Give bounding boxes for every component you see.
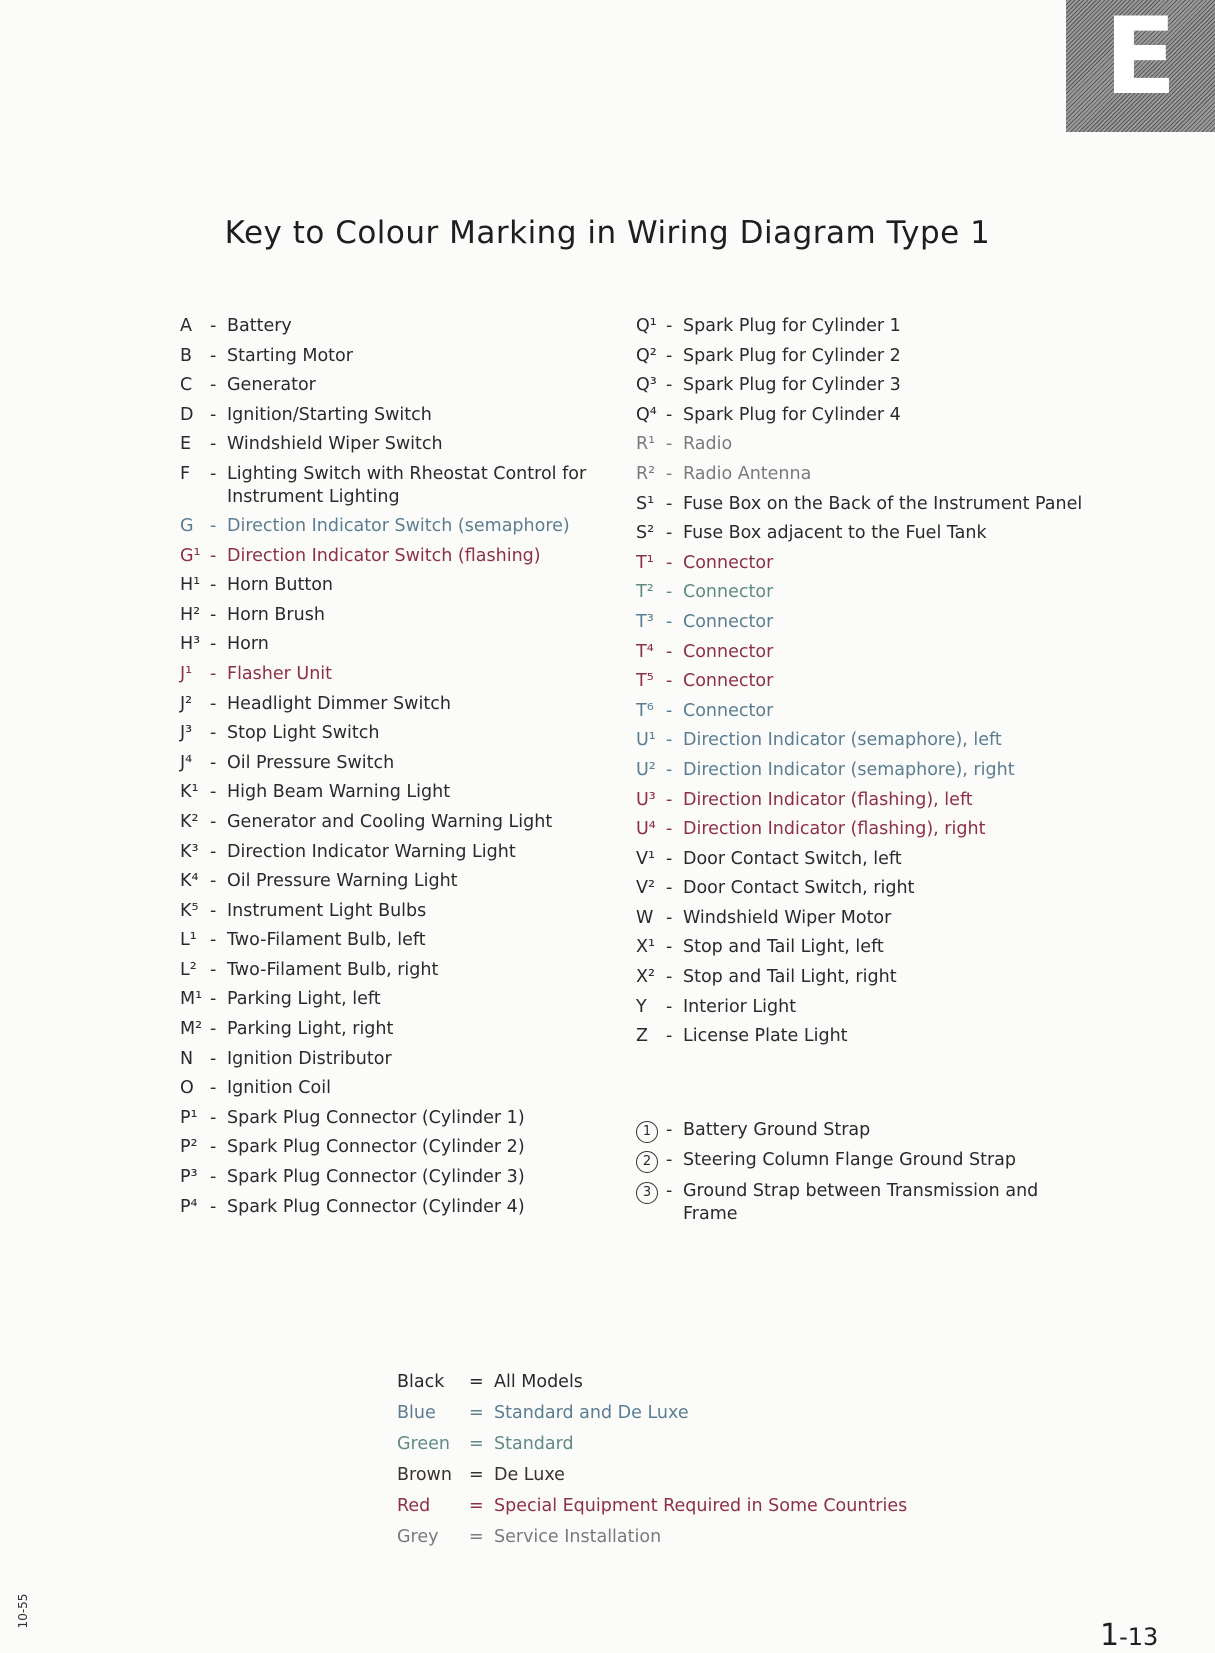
item-dash: -: [666, 819, 673, 840]
page-title: Key to Colour Marking in Wiring Diagram Type 1: [224, 215, 991, 251]
legend-item: [180, 959, 620, 982]
legend-item: [636, 611, 1086, 634]
colour-name: Blue: [397, 1402, 436, 1423]
colour-name: Grey: [397, 1526, 439, 1547]
item-code: A: [180, 316, 192, 336]
item-code: V¹: [636, 848, 655, 869]
legend-item: [636, 374, 1086, 397]
item-code: T⁵: [636, 671, 654, 692]
legend-item: [636, 1119, 1086, 1143]
equals-sign: =: [469, 1402, 484, 1423]
item-dash: -: [666, 878, 673, 899]
legend-item: [180, 1077, 620, 1100]
item-dash: -: [666, 345, 673, 366]
item-dash: -: [210, 841, 217, 862]
item-description: Two-Filament Bulb, left: [227, 930, 426, 951]
item-dash: -: [210, 604, 217, 625]
legend-item: [180, 693, 620, 716]
equals-sign: =: [469, 1433, 484, 1454]
item-dash: -: [666, 434, 673, 455]
item-dash: -: [210, 463, 217, 484]
item-description: Windshield Wiper Motor: [683, 907, 892, 928]
item-code: T²: [636, 582, 654, 603]
item-code: X²: [636, 967, 656, 988]
item-code: H³: [180, 634, 201, 655]
item-code: [636, 1180, 666, 1204]
item-code: X¹: [636, 937, 656, 958]
colour-legend: [397, 1366, 907, 1552]
item-dash: -: [210, 375, 217, 396]
legend-item: [636, 522, 1086, 545]
item-dash: -: [666, 463, 673, 484]
item-description: Spark Plug Connector (Cylinder 3): [227, 1167, 525, 1188]
item-description: Direction Indicator (flashing), left: [683, 789, 973, 810]
equals-sign: =: [469, 1371, 484, 1392]
legend-item: [636, 789, 1086, 812]
circled-number-icon: 2: [636, 1151, 658, 1173]
legend-item: [180, 752, 620, 775]
item-code: B: [180, 345, 193, 366]
colour-name: Green: [397, 1433, 450, 1454]
legend-row: [397, 1397, 907, 1428]
item-description: Stop Light Switch: [227, 723, 380, 744]
item-code: P³: [180, 1167, 198, 1188]
item-dash: -: [666, 848, 673, 869]
item-dash: -: [210, 404, 217, 425]
equals-sign: =: [469, 1464, 484, 1485]
item-description: Horn: [227, 634, 269, 655]
item-code: S¹: [636, 493, 655, 514]
item-code: D: [180, 404, 194, 425]
item-dash: -: [210, 1078, 217, 1099]
item-dash: -: [210, 989, 217, 1010]
item-dash: -: [210, 1048, 217, 1069]
item-description: Connector: [683, 552, 774, 573]
item-code: [636, 1119, 666, 1143]
legend-item: [180, 315, 620, 338]
item-code: T⁶: [636, 700, 654, 721]
item-code: [636, 1149, 666, 1173]
item-dash: -: [666, 523, 673, 544]
item-description: Connector: [683, 671, 774, 692]
page-number: [1100, 1618, 1158, 1653]
item-code: J⁴: [180, 752, 193, 773]
item-description: Stop and Tail Light, right: [683, 967, 897, 988]
legend-row: [397, 1490, 907, 1521]
legend-item: [636, 1149, 1086, 1173]
legend-item: [636, 729, 1086, 752]
item-dash: -: [666, 375, 673, 396]
item-description: Battery: [227, 316, 292, 336]
item-code: O: [180, 1078, 194, 1099]
item-dash: -: [210, 1107, 217, 1128]
item-description: Direction Indicator Warning Light: [227, 841, 516, 862]
item-dash: -: [210, 930, 217, 951]
item-description: Connector: [683, 611, 774, 632]
colour-meaning: Standard and De Luxe: [494, 1402, 689, 1423]
item-dash: -: [210, 871, 217, 892]
legend-item: [180, 841, 620, 864]
legend-item: [636, 996, 1086, 1019]
item-code: K³: [180, 841, 199, 862]
item-description: Oil Pressure Warning Light: [227, 871, 458, 892]
legend-item: [180, 515, 620, 538]
item-code: P¹: [180, 1107, 198, 1128]
legend-item: [636, 345, 1086, 368]
item-description: Spark Plug Connector (Cylinder 1): [227, 1107, 525, 1128]
item-description: Interior Light: [683, 996, 797, 1017]
legend-item: [180, 781, 620, 804]
item-description: Oil Pressure Switch: [227, 752, 395, 773]
legend-item: [636, 877, 1086, 900]
item-dash: -: [210, 959, 217, 980]
legend-item: [636, 759, 1086, 782]
item-dash: -: [666, 552, 673, 573]
item-description: Direction Indicator Switch (semaphore): [227, 515, 570, 536]
item-description: Ignition/Starting Switch: [227, 404, 432, 425]
item-dash: -: [210, 1167, 217, 1188]
item-description: Spark Plug for Cylinder 3: [683, 375, 901, 396]
legend-item: [180, 1107, 620, 1130]
item-description: Generator: [227, 375, 316, 396]
item-description: Parking Light, left: [227, 989, 381, 1010]
item-code: K⁵: [180, 900, 199, 921]
legend-item: [180, 1136, 620, 1159]
item-description: Battery Ground Strap: [683, 1119, 871, 1140]
item-code: R²: [636, 463, 656, 484]
page-subnumber: -13: [1119, 1623, 1159, 1651]
item-code: V²: [636, 878, 655, 899]
item-description: Fuse Box adjacent to the Fuel Tank: [683, 523, 987, 544]
item-code: W: [636, 907, 654, 928]
item-dash: -: [666, 789, 673, 810]
item-code: G: [180, 515, 194, 536]
legend-item: [180, 870, 620, 893]
item-dash: -: [666, 316, 673, 336]
item-description: Radio Antenna: [683, 463, 812, 484]
item-code: M²: [180, 1019, 203, 1040]
legend-item: [180, 900, 620, 923]
item-dash: -: [210, 1196, 217, 1217]
item-code: E: [180, 434, 192, 455]
item-dash: -: [666, 1150, 673, 1171]
item-description: Connector: [683, 700, 774, 721]
legend-item: [636, 936, 1086, 959]
item-description: Direction Indicator (semaphore), right: [683, 759, 1015, 780]
legend-item: [180, 663, 620, 686]
item-description: Radio: [683, 434, 733, 455]
item-code: H²: [180, 604, 201, 625]
item-dash: -: [210, 515, 217, 536]
item-code: G¹: [180, 545, 201, 566]
item-code: U⁴: [636, 819, 656, 840]
legend-item: [636, 1180, 1086, 1226]
legend-item: [180, 374, 620, 397]
item-dash: -: [666, 611, 673, 632]
item-description: Spark Plug for Cylinder 4: [683, 404, 901, 425]
legend-item: [636, 433, 1086, 456]
legend-row: [397, 1521, 907, 1552]
item-dash: -: [210, 434, 217, 455]
legend-item: [636, 966, 1086, 989]
item-code: K²: [180, 811, 199, 832]
item-description: License Plate Light: [683, 1026, 848, 1047]
colour-name: Red: [397, 1495, 431, 1516]
legend-item: [636, 907, 1086, 930]
item-dash: -: [666, 759, 673, 780]
item-code: U²: [636, 759, 656, 780]
item-code: F: [180, 463, 191, 484]
colour-meaning: All Models: [494, 1371, 583, 1392]
section-letter: E: [1104, 0, 1177, 118]
legend-item: [180, 1018, 620, 1041]
item-dash: -: [666, 404, 673, 425]
legend-item: [636, 552, 1086, 575]
item-code: J¹: [180, 663, 193, 684]
item-code: Q²: [636, 345, 657, 366]
legend-item: [180, 988, 620, 1011]
legend-item: [636, 700, 1086, 723]
item-description: High Beam Warning Light: [227, 782, 451, 803]
item-dash: -: [210, 1137, 217, 1158]
item-dash: -: [666, 671, 673, 692]
item-code: T³: [636, 611, 654, 632]
item-description: Connector: [683, 641, 774, 662]
legend-item: [636, 315, 1086, 338]
item-dash: -: [666, 1119, 673, 1140]
colour-name: Black: [397, 1371, 445, 1392]
item-dash: -: [210, 545, 217, 566]
item-code: U³: [636, 789, 656, 810]
legend-item: [180, 1048, 620, 1071]
item-description: Instrument Light Bulbs: [227, 900, 427, 921]
item-description: Connector: [683, 582, 774, 603]
legend-item: [180, 929, 620, 952]
item-code: Q⁴: [636, 404, 657, 425]
legend-item: [636, 463, 1086, 486]
legend-row: [397, 1366, 907, 1397]
legend-row: [397, 1459, 907, 1490]
item-description: Direction Indicator (semaphore), left: [683, 730, 1002, 751]
legend-item: [180, 811, 620, 834]
legend-item: [180, 463, 620, 509]
legend-item: [636, 581, 1086, 604]
item-code: J³: [180, 723, 193, 744]
item-description: Horn Button: [227, 575, 334, 596]
legend-item: [180, 574, 620, 597]
item-dash: -: [666, 967, 673, 988]
item-dash: -: [666, 641, 673, 662]
item-description: Spark Plug Connector (Cylinder 2): [227, 1137, 525, 1158]
legend-item: [180, 633, 620, 656]
item-code: Q³: [636, 375, 657, 396]
legend-item: [636, 848, 1086, 871]
item-description: Ground Strap between Transmission and Frame: [683, 1181, 1039, 1225]
item-code: P²: [180, 1137, 198, 1158]
item-code: C: [180, 375, 193, 396]
item-description: Generator and Cooling Warning Light: [227, 811, 553, 832]
legend-row: [397, 1428, 907, 1459]
item-description: Starting Motor: [227, 345, 353, 366]
item-description: Direction Indicator (flashing), right: [683, 819, 986, 840]
item-code: T⁴: [636, 641, 654, 662]
circled-number-icon: 3: [636, 1182, 658, 1204]
item-description: Headlight Dimmer Switch: [227, 693, 451, 714]
legend-item: [180, 545, 620, 568]
item-code: Z: [636, 1026, 648, 1047]
legend-item: [180, 1166, 620, 1189]
legend-item: [180, 433, 620, 456]
item-description: Steering Column Flange Ground Strap: [683, 1150, 1017, 1171]
date-code: 10-55: [16, 1593, 30, 1629]
item-code: J²: [180, 693, 193, 714]
item-code: K¹: [180, 782, 199, 803]
colour-meaning: Standard: [494, 1433, 574, 1454]
item-dash: -: [666, 996, 673, 1017]
item-description: Door Contact Switch, right: [683, 878, 915, 899]
item-description: Horn Brush: [227, 604, 325, 625]
item-code: S²: [636, 523, 655, 544]
item-code: U¹: [636, 730, 656, 751]
item-code: Y: [636, 996, 647, 1017]
item-dash: -: [666, 907, 673, 928]
item-code: R¹: [636, 434, 656, 455]
item-dash: -: [210, 634, 217, 655]
item-dash: -: [210, 693, 217, 714]
equals-sign: =: [469, 1495, 484, 1516]
item-dash: -: [666, 700, 673, 721]
item-description: Two-Filament Bulb, right: [227, 959, 439, 980]
legend-item: [180, 345, 620, 368]
legend-item: [180, 604, 620, 627]
item-description: Door Contact Switch, left: [683, 848, 902, 869]
item-description: Ignition Distributor: [227, 1048, 392, 1069]
item-description: Spark Plug Connector (Cylinder 4): [227, 1196, 525, 1217]
legend-item: [636, 1025, 1086, 1048]
item-dash: -: [210, 1019, 217, 1040]
item-dash: -: [210, 752, 217, 773]
item-code: N: [180, 1048, 194, 1069]
item-description: Direction Indicator Switch (flashing): [227, 545, 541, 566]
item-description: Windshield Wiper Switch: [227, 434, 443, 455]
item-dash: -: [210, 811, 217, 832]
legend-item: [636, 818, 1086, 841]
circled-number-icon: 1: [636, 1121, 658, 1143]
item-code: H¹: [180, 575, 201, 596]
legend-item: [180, 404, 620, 427]
item-dash: -: [210, 345, 217, 366]
item-code: L²: [180, 959, 197, 980]
item-description: Fuse Box on the Back of the Instrument Panel: [683, 493, 1083, 514]
item-code: P⁴: [180, 1196, 198, 1217]
item-dash: -: [666, 493, 673, 514]
item-dash: -: [666, 1181, 673, 1202]
item-dash: -: [210, 663, 217, 684]
equals-sign: =: [469, 1526, 484, 1547]
item-description: Lighting Switch with Rheostat Control for Instrument Lighting: [227, 463, 587, 507]
item-description: Spark Plug for Cylinder 2: [683, 345, 901, 366]
section-tab: [1066, 0, 1215, 132]
legend-item: [636, 670, 1086, 693]
item-description: Flasher Unit: [227, 663, 333, 684]
item-dash: -: [210, 723, 217, 744]
item-dash: -: [210, 782, 217, 803]
item-dash: -: [666, 582, 673, 603]
item-code: T¹: [636, 552, 654, 573]
colour-meaning: Special Equipment Required in Some Countries: [494, 1495, 908, 1516]
legend-item: [636, 404, 1086, 427]
item-code: M¹: [180, 989, 203, 1010]
colour-meaning: Service Installation: [494, 1526, 662, 1547]
colour-meaning: De Luxe: [494, 1464, 565, 1485]
item-dash: -: [666, 937, 673, 958]
item-description: Parking Light, right: [227, 1019, 394, 1040]
colour-name: Brown: [397, 1464, 452, 1485]
page-section: 1: [1100, 1618, 1120, 1653]
item-code: K⁴: [180, 871, 199, 892]
item-dash: -: [666, 1026, 673, 1047]
item-description: Stop and Tail Light, left: [683, 937, 884, 958]
legend-item: [636, 493, 1086, 516]
item-dash: -: [210, 575, 217, 596]
item-description: Spark Plug for Cylinder 1: [683, 316, 901, 336]
legend-item: [636, 641, 1086, 664]
spacer: [636, 1055, 1086, 1119]
item-code: Q¹: [636, 316, 657, 336]
legend-item: [180, 722, 620, 745]
item-description: Ignition Coil: [227, 1078, 331, 1099]
item-dash: -: [210, 900, 217, 921]
right-legend-column: [636, 315, 1086, 1233]
left-legend-column: [180, 315, 620, 1225]
item-dash: -: [210, 316, 217, 336]
item-code: L¹: [180, 930, 197, 951]
legend-item: [180, 1196, 620, 1219]
item-dash: -: [666, 730, 673, 751]
